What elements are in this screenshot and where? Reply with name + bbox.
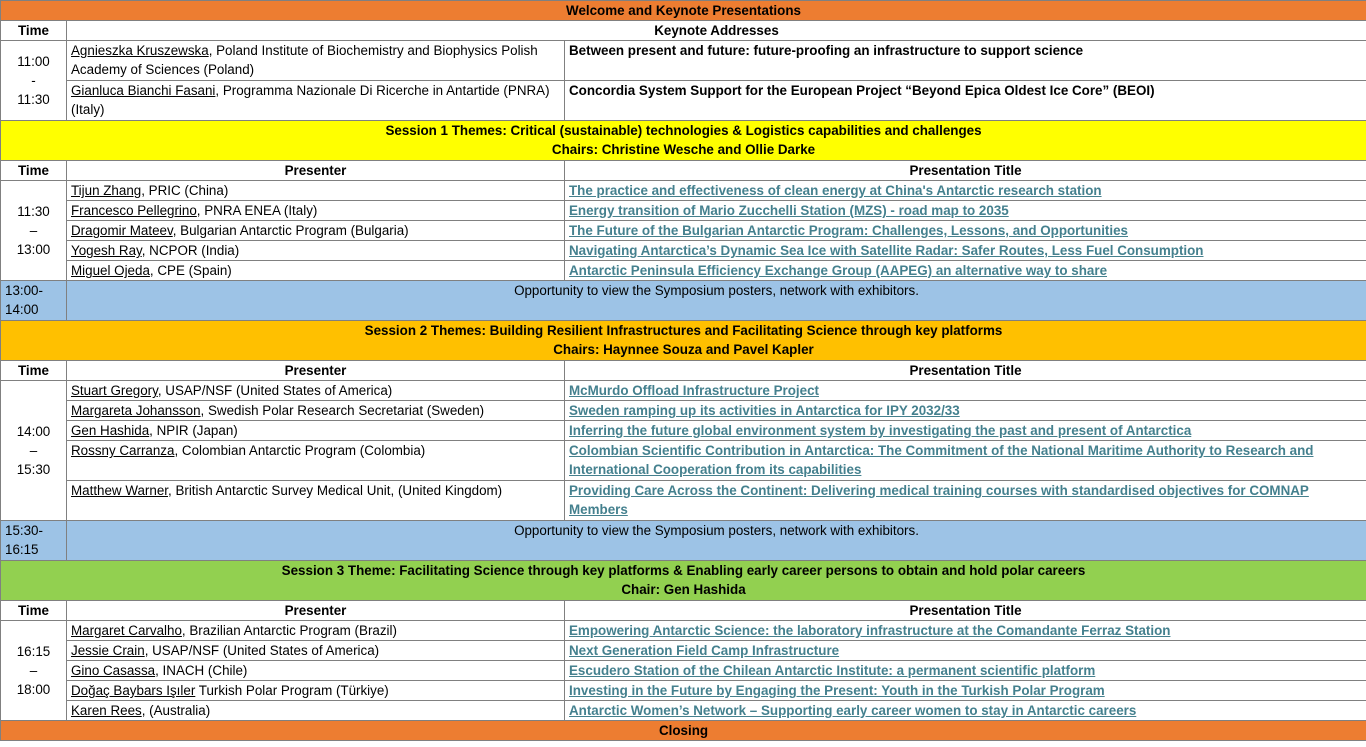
session-chairs: Chair: Gen Hashida	[621, 582, 746, 597]
table-row	[1, 561, 1366, 601]
presenter-name[interactable]: Matthew Warner	[71, 483, 168, 498]
presentation-title-link[interactable]	[565, 261, 1366, 281]
session-theme: Session 1 Themes: Critical (sustainable) technologies & Logistics capabilities and challenges	[385, 123, 982, 138]
table-row	[1, 661, 1366, 681]
time-dash: –	[29, 663, 38, 678]
presenter-cell	[67, 441, 565, 481]
presentation-title[interactable]: Escudero Station of the Chilean Antarctic Institute: a permanent scientific platform	[569, 663, 1096, 678]
presentation-title[interactable]: Colombian Scientific Contribution in Antarctica: The Commitment of the National Maritime Authority to Research and International Cooperation from its capabilities	[569, 443, 1314, 477]
presenter-cell	[67, 701, 565, 721]
time-end: 18:00	[16, 682, 51, 697]
break-text: Opportunity to view the Symposium posters, network with exhibitors.	[67, 281, 1366, 321]
table-row	[1, 181, 1366, 201]
table-row	[1, 481, 1366, 521]
presenter-cell	[67, 661, 565, 681]
time-start: 14:00	[16, 424, 51, 439]
time-slot	[1, 621, 67, 721]
time-end: 11:30	[17, 92, 50, 107]
time-dash: -	[31, 73, 36, 88]
title-header: Presentation Title	[565, 161, 1366, 181]
presenter-affiliation: , Brazilian Antarctic Program (Brazil)	[181, 623, 397, 638]
time-start: 11:00	[17, 54, 50, 69]
break-text: Opportunity to view the Symposium posters, network with exhibitors.	[67, 521, 1366, 561]
table-row	[1, 41, 1366, 81]
presentation-title[interactable]: Investing in the Future by Engaging the Present: Youth in the Turkish Polar Program	[569, 683, 1105, 698]
presentation-title[interactable]: Navigating Antarctica’s Dynamic Sea Ice with Satellite Radar: Safer Routes, Less Fuel Consumption	[569, 243, 1204, 258]
title-header: Presentation Title	[565, 361, 1366, 381]
presentation-title-link[interactable]	[565, 221, 1366, 241]
table-row	[1, 721, 1366, 741]
session-header	[1, 321, 1366, 361]
closing-banner: Closing	[1, 721, 1366, 741]
table-row	[1, 701, 1366, 721]
presentation-title[interactable]: Inferring the future global environment system by investigating the past and present of Antarctica	[569, 423, 1192, 438]
time-header: Time	[1, 21, 67, 41]
keynote-title	[565, 81, 1366, 121]
presenter-cell	[67, 401, 565, 421]
table-row	[1, 241, 1366, 261]
presenter-name[interactable]: Tijun Zhang	[71, 183, 142, 198]
presenter-cell	[67, 641, 565, 661]
table-row	[1, 121, 1366, 161]
time-slot	[1, 381, 67, 521]
table-row	[1, 21, 1366, 41]
presenter-cell	[67, 621, 565, 641]
table-row	[1, 601, 1366, 621]
presentation-title-link[interactable]	[565, 401, 1366, 421]
keynote-header: Keynote Addresses	[67, 21, 1366, 41]
presentation-title-link[interactable]	[565, 701, 1366, 721]
presenter-cell	[67, 221, 565, 241]
table-row	[1, 401, 1366, 421]
keynote-title	[565, 41, 1366, 81]
table-row	[1, 1, 1366, 21]
presentation-title-link[interactable]	[565, 661, 1366, 681]
presenter-affiliation: Turkish Polar Program (Türkiye)	[195, 683, 389, 698]
presenter-affiliation: , Programma Nazionale Di Ricerche in Antartide (PNRA) (Italy)	[71, 83, 550, 117]
break-time	[1, 521, 67, 561]
table-row	[1, 281, 1366, 321]
session-theme: Session 2 Themes: Building Resilient Infrastructures and Facilitating Science through key platforms	[364, 323, 1003, 338]
presenter-cell	[67, 421, 565, 441]
presenter-affiliation: , INACH (Chile)	[155, 663, 248, 678]
presenter-name[interactable]: Francesco Pellegrino	[71, 203, 197, 218]
presenter-affiliation: , USAP/NSF (United States of America)	[157, 383, 393, 398]
presenter-cell	[67, 481, 565, 521]
welcome-banner: Welcome and Keynote Presentations	[1, 1, 1366, 21]
presenter-cell	[67, 81, 565, 121]
presentation-title-link[interactable]	[565, 481, 1366, 521]
keynote-title-text: Between present and future: future-proofing an infrastructure to support science	[569, 43, 1084, 58]
presentation-title-link[interactable]	[565, 681, 1366, 701]
table-row	[1, 381, 1366, 401]
presenter-affiliation: , CPE (Spain)	[149, 263, 232, 278]
presenter-affiliation: , Poland Institute of Biochemistry and Biophysics Polish Academy of Sciences (Poland)	[71, 43, 538, 77]
presenter-name[interactable]: Dragomir Mateev	[71, 223, 173, 238]
table-row	[1, 361, 1366, 381]
presenter-name[interactable]: Karen Rees	[71, 703, 142, 718]
table-row	[1, 421, 1366, 441]
session-chairs: Chairs: Haynnee Souza and Pavel Kapler	[553, 342, 814, 357]
presenter-cell	[67, 241, 565, 261]
presentation-title-link[interactable]	[565, 381, 1366, 401]
presentation-title[interactable]: Next Generation Field Camp Infrastructure	[569, 643, 840, 658]
presenter-name[interactable]: Margaret Carvalho	[71, 623, 182, 638]
presentation-title-link[interactable]	[565, 441, 1366, 481]
presenter-cell	[67, 681, 565, 701]
session-chairs: Chairs: Christine Wesche and Ollie Darke	[551, 142, 816, 157]
time-dash: –	[29, 223, 38, 238]
presentation-title[interactable]: Sweden ramping up its activities in Antarctica for IPY 2032/33	[569, 403, 960, 418]
presenter-name[interactable]: Miguel Ojeda	[71, 263, 150, 278]
time-end: 15:30	[16, 462, 51, 477]
presenter-affiliation: , NCPOR (India)	[141, 243, 240, 258]
table-row	[1, 321, 1366, 361]
table-row	[1, 441, 1366, 481]
presenter-affiliation: , Bulgarian Antarctic Program (Bulgaria)	[172, 223, 409, 238]
table-row	[1, 521, 1366, 561]
presentation-title[interactable]: Antarctic Women’s Network – Supporting early career women to stay in Antarctic careers	[569, 703, 1137, 718]
presentation-title-link[interactable]	[565, 181, 1366, 201]
presenter-cell	[67, 381, 565, 401]
presenter-name[interactable]: Jessie Crain	[71, 643, 145, 658]
break-time-end: 14:00	[5, 302, 39, 317]
presenter-name[interactable]: Rossny Carranza	[71, 443, 175, 458]
time-header: Time	[1, 601, 67, 621]
presentation-title[interactable]: Antarctic Peninsula Efficiency Exchange Group (AAPEG) an alternative way to share	[569, 263, 1108, 278]
table-row	[1, 221, 1366, 241]
table-row	[1, 621, 1366, 641]
table-row	[1, 201, 1366, 221]
presenter-header: Presenter	[67, 601, 565, 621]
session-header	[1, 121, 1366, 161]
presenter-affiliation: , NPIR (Japan)	[149, 423, 238, 438]
presenter-cell	[67, 261, 565, 281]
session-theme: Session 3 Theme: Facilitating Science through key platforms & Enabling early career persons to obtain and hold polar careers	[281, 563, 1086, 578]
presenter-name[interactable]: Margareta Johansson	[71, 403, 201, 418]
time-start: 11:30	[17, 204, 50, 219]
presentation-title[interactable]: Energy transition of Mario Zucchelli Station (MZS) - road map to 2035	[569, 203, 1009, 218]
presenter-affiliation: , (Australia)	[141, 703, 211, 718]
presentation-title[interactable]: The Future of the Bulgarian Antarctic Program: Challenges, Lessons, and Opportunities	[569, 223, 1129, 238]
time-slot	[1, 41, 67, 121]
presenter-affiliation: , PRIC (China)	[141, 183, 229, 198]
break-time-end: 16:15	[5, 542, 39, 557]
presenter-header: Presenter	[67, 361, 565, 381]
keynote-title-text: Concordia System Support for the European Project “Beyond Epica Oldest Ice Core” (BEOI)	[569, 83, 1155, 98]
break-time	[1, 281, 67, 321]
break-time-start: 15:30-	[5, 523, 43, 538]
time-end: 13:00	[16, 242, 51, 257]
presentation-title[interactable]: Empowering Antarctic Science: the laboratory infrastructure at the Comandante Ferraz Station	[569, 623, 1171, 638]
time-slot	[1, 181, 67, 281]
presenter-cell	[67, 201, 565, 221]
presentation-title-link[interactable]	[565, 421, 1366, 441]
time-start: 16:15	[16, 644, 51, 659]
session-header	[1, 561, 1366, 601]
presenter-affiliation: , Colombian Antarctic Program (Colombia)	[174, 443, 426, 458]
table-row	[1, 81, 1366, 121]
presenter-header: Presenter	[67, 161, 565, 181]
presenter-affiliation: , USAP/NSF (United States of America)	[144, 643, 380, 658]
presenter-name[interactable]: Gianluca Bianchi Fasani	[71, 83, 216, 98]
table-row	[1, 161, 1366, 181]
presenter-name[interactable]: Stuart Gregory	[71, 383, 158, 398]
title-header: Presentation Title	[565, 601, 1366, 621]
presenter-name[interactable]: Yogesh Ray	[71, 243, 142, 258]
presenter-name[interactable]: Gino Casassa	[71, 663, 156, 678]
presenter-affiliation: , Swedish Polar Research Secretariat (Sweden)	[200, 403, 485, 418]
time-dash: –	[29, 443, 38, 458]
time-header: Time	[1, 361, 67, 381]
presenter-cell	[67, 181, 565, 201]
presenter-cell	[67, 41, 565, 81]
presentation-title-link[interactable]	[565, 641, 1366, 661]
table-row	[1, 261, 1366, 281]
presentation-title-link[interactable]	[565, 201, 1366, 221]
presenter-affiliation: , British Antarctic Survey Medical Unit, (United Kingdom)	[168, 483, 503, 498]
presentation-title[interactable]: The practice and effectiveness of clean energy at China's Antarctic research station	[569, 183, 1102, 198]
table-row	[1, 641, 1366, 661]
presentation-title[interactable]: McMurdo Offload Infrastructure Project	[569, 383, 819, 398]
presentation-title-link[interactable]	[565, 241, 1366, 261]
presenter-name[interactable]: Agnieszka Kruszewska	[71, 43, 209, 58]
presenter-name[interactable]: Gen Hashida	[71, 423, 150, 438]
presentation-title[interactable]: Providing Care Across the Continent: Delivering medical training courses with standardised objectives for COMNAP Members	[569, 483, 1309, 517]
break-time-start: 13:00-	[5, 283, 43, 298]
time-header: Time	[1, 161, 67, 181]
presentation-title-link[interactable]	[565, 621, 1366, 641]
table-row	[1, 681, 1366, 701]
presenter-affiliation: , PNRA ENEA (Italy)	[196, 203, 318, 218]
presenter-name[interactable]: Doğaç Baybars Işıler	[71, 683, 196, 698]
